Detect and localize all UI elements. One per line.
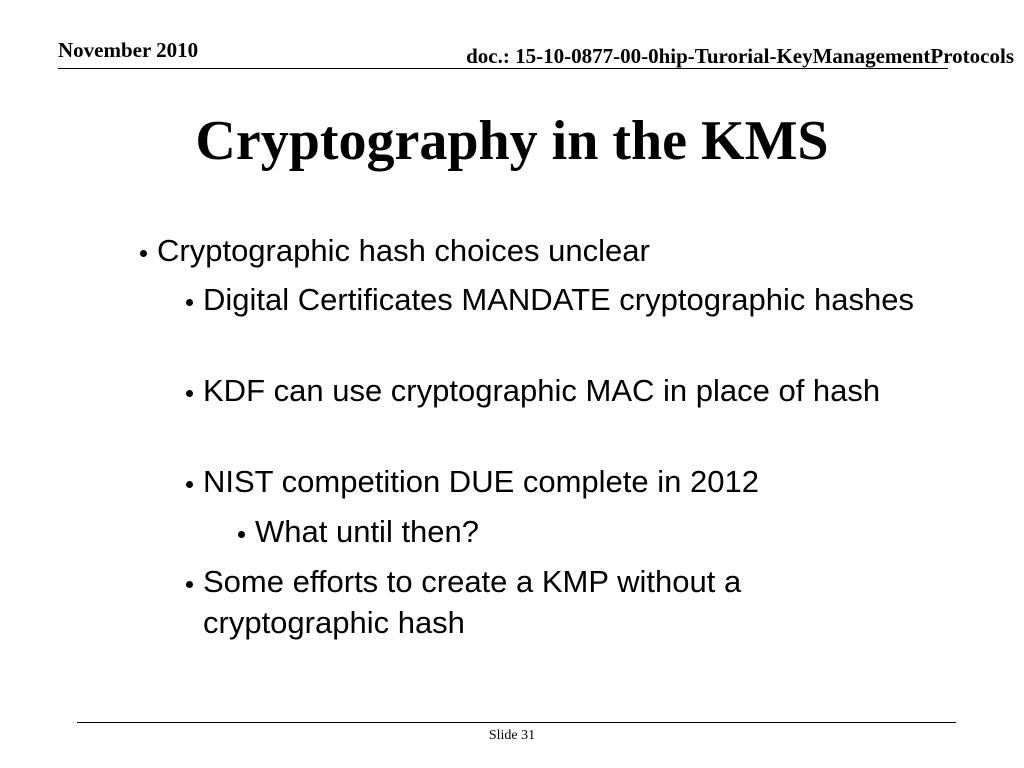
bullet-dot-icon: [186, 299, 193, 306]
bullet-item: [140, 230, 900, 271]
bullet-item: [186, 461, 946, 502]
bullet-dot-icon: [186, 481, 193, 488]
slide-number: Slide 31: [488, 728, 536, 743]
bullet-item: [238, 511, 938, 552]
bullet-dot-icon: [186, 581, 193, 588]
bullet-item: [186, 561, 886, 643]
header-date: November 2010: [58, 38, 199, 62]
bullet-text: NIST competition DUE complete in 2012: [203, 464, 759, 499]
footer-rule: [77, 722, 956, 723]
bullet-dot-icon: [238, 531, 245, 538]
bullet-text: What until then?: [255, 514, 480, 549]
bullet-text: KDF can use cryptographic MAC in place of hash: [203, 373, 881, 408]
bullet-text: Cryptographic hash choices unclear: [157, 233, 650, 268]
header-doc-id: doc.: 15-10-0877-00-0hip-Turorial-KeyManagementProtocols: [466, 44, 1014, 68]
bullet-text: Some efforts to create a KMP without a cryptographic hash: [203, 564, 742, 640]
header-rule: [58, 68, 948, 69]
slide-title: Cryptography in the KMS: [195, 110, 829, 172]
bullet-dot-icon: [140, 250, 147, 257]
bullet-dot-icon: [186, 390, 193, 397]
bullet-text: Digital Certificates MANDATE cryptographic hashes: [203, 282, 914, 317]
bullet-item: [186, 370, 946, 411]
bullet-item: [186, 279, 946, 320]
